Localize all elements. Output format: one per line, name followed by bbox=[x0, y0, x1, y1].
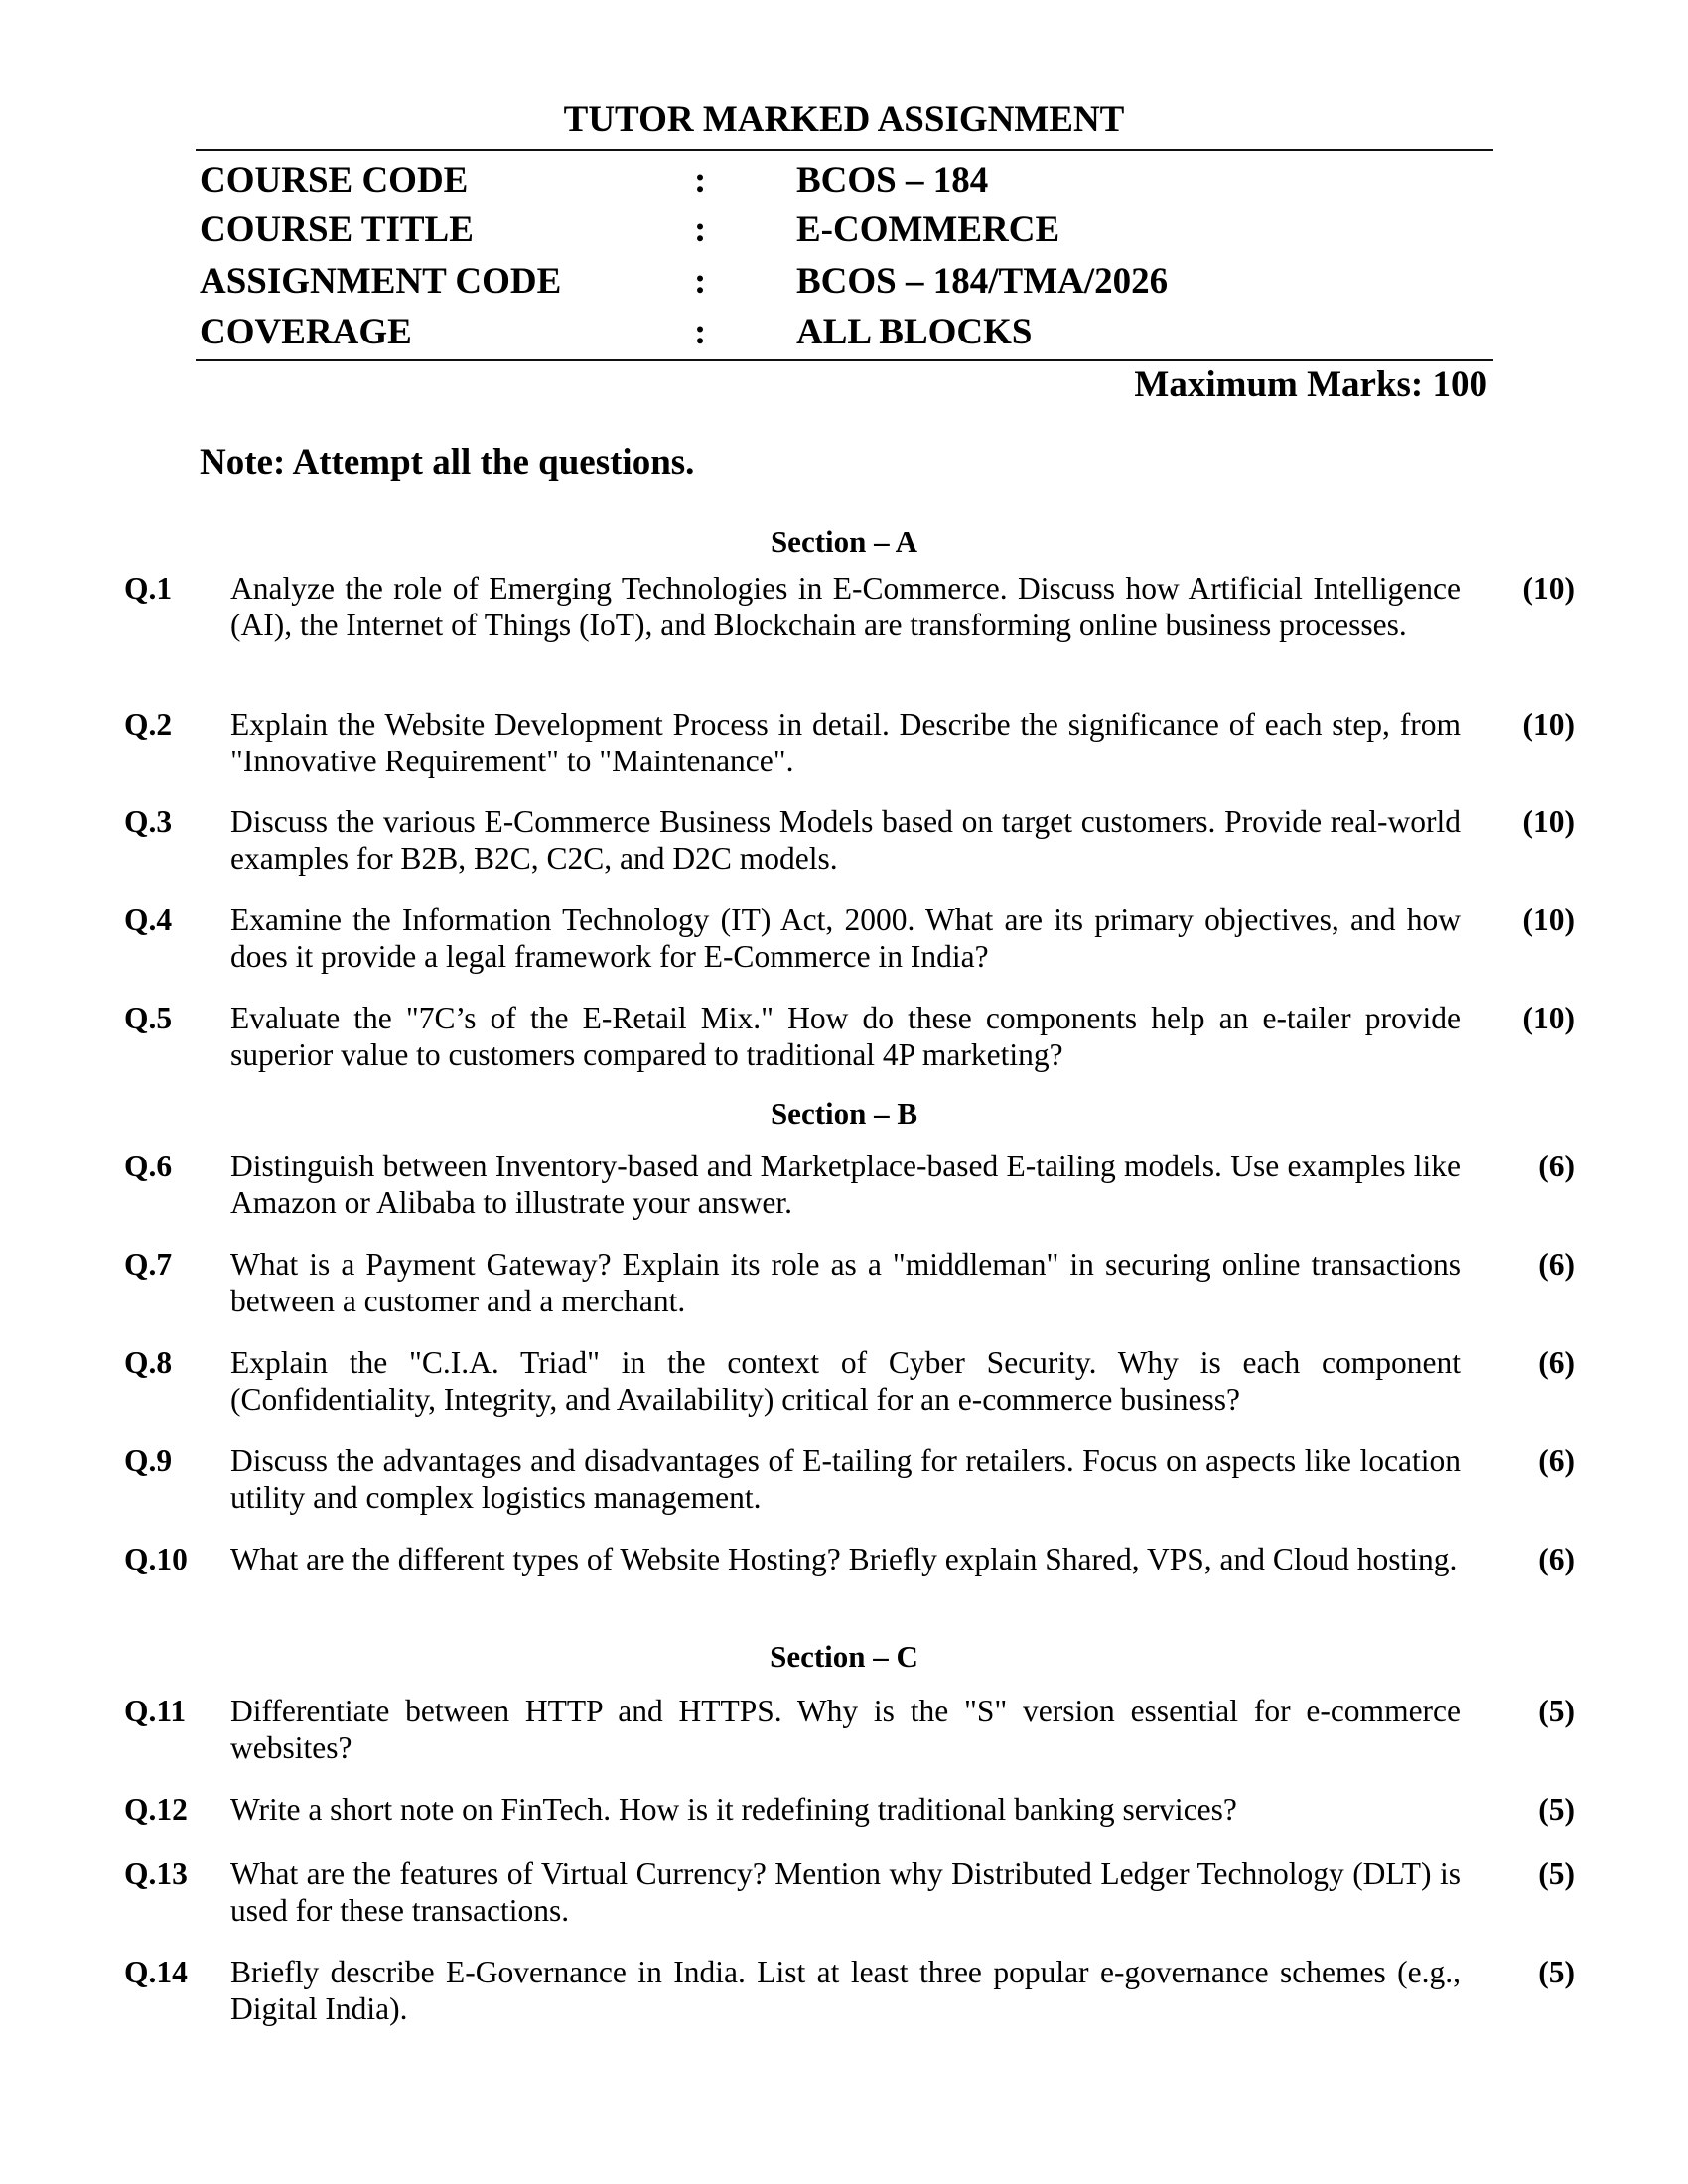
question-marks: (10) bbox=[1522, 707, 1575, 742]
header-label: COVERAGE bbox=[200, 312, 412, 352]
question-number: Q.11 bbox=[124, 1694, 187, 1728]
question-marks: (6) bbox=[1538, 1149, 1575, 1183]
question-marks: (6) bbox=[1538, 1247, 1575, 1282]
question-text: Explain the Website Development Process in detail. Describe the significance of each step, from "Innovative Requirement" to "Maintenance". bbox=[230, 707, 1461, 778]
question-text: Explain the "C.I.A. Triad" in the context of Cyber Security. Why is each component (Confidentiality, Integrity, and Availability) critical for an e-commerce business? bbox=[230, 1345, 1461, 1417]
header-label: COURSE CODE bbox=[200, 160, 469, 201]
question-text: Discuss the advantages and disadvantages of E-tailing for retailers. Focus on aspects like location utility and complex logistics management. bbox=[230, 1443, 1461, 1515]
question-number: Q.5 bbox=[124, 1001, 173, 1035]
header-label: COURSE TITLE bbox=[200, 209, 474, 250]
question-marks: (10) bbox=[1522, 1001, 1575, 1035]
question-text: Differentiate between HTTP and HTTPS. Why is the "S" version essential for e-commerce websites? bbox=[230, 1694, 1461, 1765]
question-text: Evaluate the "7C’s of the E-Retail Mix." How do these components help an e-tailer provide superior value to customers compared to traditional 4P marketing? bbox=[230, 1001, 1461, 1072]
question-marks: (10) bbox=[1522, 804, 1575, 839]
header-value: ALL BLOCKS bbox=[796, 312, 1033, 352]
question-marks: (6) bbox=[1538, 1443, 1575, 1478]
header-top-rule bbox=[196, 149, 1493, 151]
question-marks: (5) bbox=[1538, 1694, 1575, 1728]
header-bottom-rule bbox=[196, 359, 1493, 361]
header-label: ASSIGNMENT CODE bbox=[200, 261, 562, 302]
question-marks: (6) bbox=[1538, 1345, 1575, 1380]
question-number: Q.14 bbox=[124, 1955, 188, 1989]
question-text: Distinguish between Inventory-based and Marketplace-based E-tailing models. Use examples like Amazon or Alibaba to illustrate your answer. bbox=[230, 1149, 1461, 1220]
header-value: BCOS – 184/TMA/2026 bbox=[796, 261, 1169, 302]
question-marks: (6) bbox=[1538, 1542, 1575, 1576]
header-separator: : bbox=[694, 312, 707, 352]
section-heading-c: Section – C bbox=[770, 1639, 918, 1674]
maximum-marks: Maximum Marks: 100 bbox=[1134, 364, 1487, 405]
question-number: Q.1 bbox=[124, 571, 173, 606]
question-text: What are the different types of Website Hosting? Briefly explain Shared, VPS, and Cloud hosting. bbox=[230, 1542, 1458, 1576]
header-row-coverage bbox=[0, 311, 1688, 354]
question-number: Q.8 bbox=[124, 1345, 173, 1380]
question-marks: (10) bbox=[1522, 571, 1575, 606]
document-title: TUTOR MARKED ASSIGNMENT bbox=[563, 99, 1125, 140]
question-text: Analyze the role of Emerging Technologies in E-Commerce. Discuss how Artificial Intelligence (AI), the Internet of Things (IoT), and Blockchain are transforming online business processes. bbox=[230, 571, 1461, 642]
question-marks: (10) bbox=[1522, 902, 1575, 937]
question-number: Q.12 bbox=[124, 1792, 188, 1827]
question-number: Q.3 bbox=[124, 804, 173, 839]
question-text: Discuss the various E-Commerce Business Models based on target customers. Provide real-world examples for B2B, B2C, C2C, and D2C models. bbox=[230, 804, 1461, 876]
question-number: Q.13 bbox=[124, 1856, 188, 1891]
question-text: What is a Payment Gateway? Explain its role as a "middleman" in securing online transactions between a customer and a merchant. bbox=[230, 1247, 1461, 1318]
question-number: Q.9 bbox=[124, 1443, 173, 1478]
header-row-course-title bbox=[0, 208, 1688, 252]
header-row-course-code bbox=[0, 159, 1688, 203]
question-number: Q.10 bbox=[124, 1542, 188, 1576]
header-value: BCOS – 184 bbox=[796, 160, 989, 201]
question-number: Q.4 bbox=[124, 902, 173, 937]
header-separator: : bbox=[694, 209, 707, 250]
question-number: Q.6 bbox=[124, 1149, 173, 1183]
header-value: E-COMMERCE bbox=[796, 209, 1060, 250]
question-marks: (5) bbox=[1538, 1955, 1575, 1989]
question-marks: (5) bbox=[1538, 1792, 1575, 1827]
question-text: Write a short note on FinTech. How is it redefining traditional banking services? bbox=[230, 1792, 1237, 1827]
header-separator: : bbox=[694, 160, 707, 201]
header-row-assignment-code bbox=[0, 260, 1688, 304]
question-text: Briefly describe E-Governance in India. List at least three popular e-governance schemes (e.g., Digital India). bbox=[230, 1955, 1461, 2026]
instructions-note: Note: Attempt all the questions. bbox=[200, 442, 695, 482]
section-heading-a: Section – A bbox=[770, 524, 918, 559]
header-separator: : bbox=[694, 261, 707, 302]
question-number: Q.7 bbox=[124, 1247, 173, 1282]
question-text: Examine the Information Technology (IT) Act, 2000. What are its primary objectives, and how does it provide a legal framework for E-Commerce in India? bbox=[230, 902, 1461, 974]
question-number: Q.2 bbox=[124, 707, 173, 742]
question-marks: (5) bbox=[1538, 1856, 1575, 1891]
question-text: What are the features of Virtual Currency? Mention why Distributed Ledger Technology (DLT) is used for these transactions. bbox=[230, 1856, 1461, 1928]
section-heading-b: Section – B bbox=[770, 1096, 918, 1131]
